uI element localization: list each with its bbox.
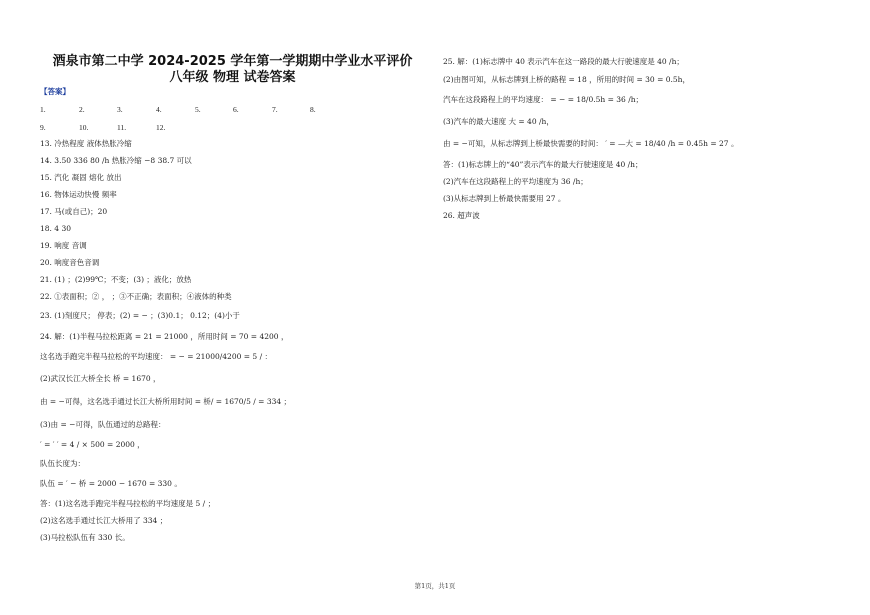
answer-line: 答：(1)标志牌上的“40”表示汽车的最大行驶速度是 40 /h；: [443, 160, 643, 169]
answer-line: 24. 解：(1)半程马拉松距离 = 21 = 21000 ，所用时间 = 70 = 4200 ，: [40, 332, 289, 341]
answer-line: (2)由图可知，从标志牌到上桥的路程 = 18 ，所用的时间 = 30 = 0.5h，: [443, 75, 691, 84]
answer-line: ′ = ′ ′ = 4 / × 500 = 2000 ，: [40, 440, 145, 449]
answer-line: (3)从标志牌到上桥最快需要用 27 。: [443, 194, 566, 203]
answer-line: (3)汽车的最大速度 大 = 40 /h，: [443, 117, 554, 126]
mc-number: 11.: [117, 123, 127, 132]
answer-line: 队伍 = ′ − 桥 = 2000 − 1670 = 330 。: [40, 479, 182, 488]
answer-line: 汽车在这段路程上的平均速度： = − = 18/0.5h = 36 /h；: [443, 95, 644, 104]
answer-line: 23. (1)刻度尺； 停表；(2) = − ；(3)0.1； 0.12；(4)小于: [40, 311, 240, 320]
answer-line: 这名选手跑完半程马拉松的平均速度： = − = 21000/4200 = 5 / ：: [40, 352, 272, 361]
page-footer: 第1页，共1页: [414, 582, 456, 590]
answer-line: 17. 马(或自己)；20: [40, 207, 108, 216]
answer-line: 15. 汽化 凝固 熔化 放出: [40, 173, 122, 182]
answer-line: 20. 响度音色音调: [40, 258, 100, 267]
mc-number: 10.: [79, 123, 89, 132]
doc-title-line1: 酒泉市第二中学 2024-2025 学年第一学期期中学业水平评价: [52, 54, 413, 69]
mc-number: 4.: [156, 105, 162, 114]
answer-line: 25. 解：(1)标志牌中 40 表示汽车在这一路段的最大行驶速度是 40 /h；: [443, 57, 684, 66]
mc-number: 7.: [272, 105, 278, 114]
answer-line: 26. 超声波: [443, 211, 480, 220]
answer-line: 14. 3.50 336 80 /h 热胀冷缩 −8 38.7 可以: [40, 156, 192, 165]
answer-line: (2)武汉长江大桥全长 桥 = 1670 ，: [40, 374, 161, 383]
mc-number: 5.: [195, 105, 201, 114]
mc-number: 9.: [40, 123, 46, 132]
answer-line: (2)这名选手通过长江大桥用了 334 ；: [40, 516, 168, 525]
mc-number: 12.: [156, 123, 166, 132]
mc-number: 2.: [79, 105, 85, 114]
answer-line: 13. 冷热程度 液体热胀冷缩: [40, 139, 132, 148]
answer-line: (3)由 = −可得，队伍通过的总路程：: [40, 420, 166, 429]
mc-number: 1.: [40, 105, 46, 114]
mc-number: 6.: [233, 105, 239, 114]
answer-line: 由 = −可知，从标志牌到上桥最快需要的时间： ′ = —大 = 18/40 /h = 0.45h = 27 。: [443, 139, 739, 148]
answer-line: 21. (1) ；(2)99℃；不变；(3) ；液化；放热: [40, 275, 192, 284]
answer-line: (3)马拉松队伍有 330 长。: [40, 533, 130, 542]
answer-line: 16. 物体运动快慢 频率: [40, 190, 117, 199]
answer-line: 19. 响度 音调: [40, 241, 87, 250]
answer-line: 答：(1)这名选手跑完半程马拉松的平均速度是 5 / ；: [40, 499, 216, 508]
answer-line: (2)汽车在这段路程上的平均速度为 36 /h；: [443, 177, 588, 186]
answer-line: 22. ①表面积；② ， ；③不正确；表面积；④液体的种类: [40, 292, 232, 301]
answer-line: 队伍长度为：: [40, 459, 85, 468]
doc-title-line2: 八年级 物理 试卷答案: [169, 70, 296, 85]
mc-number: 8.: [310, 105, 316, 114]
answer-label: 【答案】: [40, 87, 70, 96]
answer-line: 18. 4 30: [40, 224, 72, 233]
mc-number: 3.: [117, 105, 123, 114]
answer-line: 由 = −可得，这名选手通过长江大桥所用时间 = 桥/ = 1670/5 / = 334 ；: [40, 397, 292, 406]
